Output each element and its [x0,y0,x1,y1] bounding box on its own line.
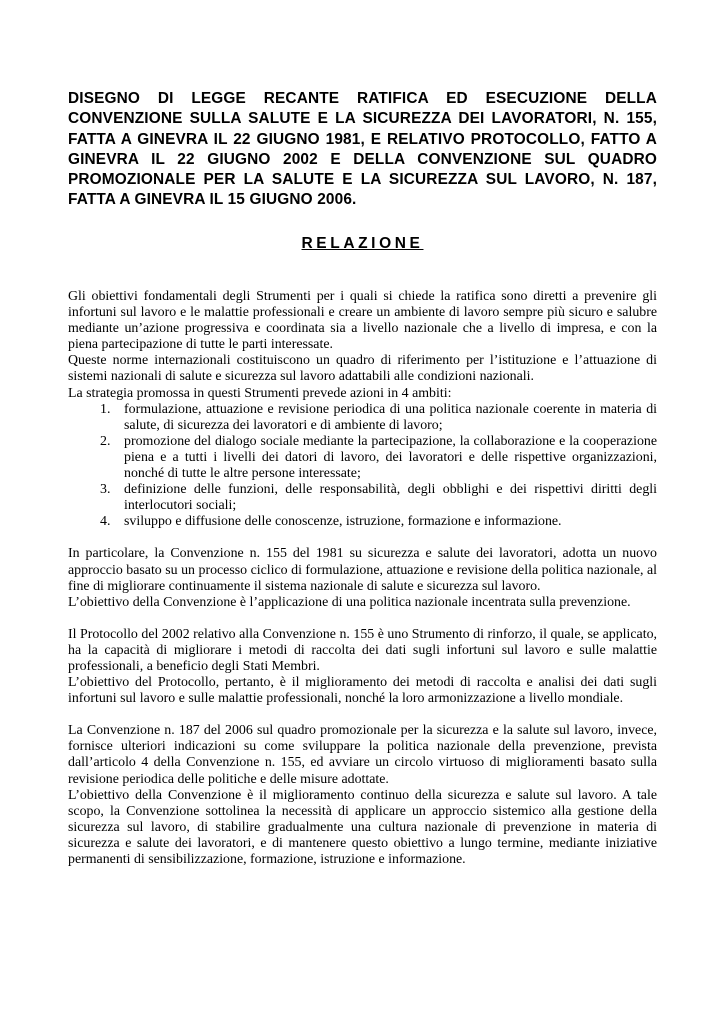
list-item [68,482,657,514]
list-item [68,434,657,482]
paragraph: L’obiettivo della Convenzione è il miglioramento continuo della sicurezza e salute sul lavoro. A tale scopo, la Convenzione sottolinea la necessità di applicare un approccio sistemico alla gestione della sicurezza sul lavoro, di stabilire gradualmente una cultura nazionale di prevenzione in materia di sicurezza e salute dei lavoratori, e di mantenere questo obiettivo a lungo termine, mediante iniziative permanenti di sensibilizzazione, formazione, istruzione e informazione. [68,787,657,867]
list-item-text: sviluppo e diffusione delle conoscenze, istruzione, formazione e informazione. [124,514,562,530]
list-number: 3. [100,482,111,498]
paragraph-spacer [68,611,657,627]
document-title: DISEGNO DI LEGGE RECANTE RATIFICA ED ESECUZIONE DELLA CONVENZIONE SULLA SALUTE E LA SICUREZZA DEI LAVORATORI, N. 155, FATTA A GINEVRA IL 22 GIUGNO 1981, E RELATIVO PROTOCOLLO, FATTO A GINEVRA IL 22 GIUGNO 2002 E DELLA CONVENZIONE SUL QUADRO PROMOZIONALE PER LA SALUTE E LA SICUREZZA SUL LAVORO, N. 187, FATTA A GINEVRA IL 15 GIUGNO 2006. [68,90,657,209]
list-item-text: formulazione, attuazione e revisione periodica di una politica nazionale coerente in materia di salute, di sicurezza dei lavoratori e di ambiente di lavoro; [124,401,657,433]
list-number: 1. [100,401,111,417]
paragraph: In particolare, la Convenzione n. 155 del 1981 su sicurezza e salute dei lavoratori, adotta un nuovo approccio basato su un processo ciclico di formulazione, attuazione e revisione della politica nazionale, al fine di migliorare continuamente il sistema nazionale di salute e sicurezza sul lavoro. [68,546,657,594]
paragraph: L’obiettivo della Convenzione è l’applicazione di una politica nazionale incentrata sulla prevenzione. [68,594,631,610]
list-item [68,402,657,434]
section-heading: RELAZIONE [301,235,424,252]
paragraph: Gli obiettivi fondamentali degli Strumenti per i quali si chiede la ratifica sono diretti a prevenire gli infortuni sul lavoro e le malattie professionali e creare un ambiente di lavoro sempre più sicuro e salubre mediante un’azione progressiva e coordinata sia a livello nazionale che a livello di impresa, e con la piena partecipazione di tutte le parti interessate. [68,289,657,353]
list-number: 4. [100,514,111,530]
action-areas-list [68,402,657,531]
list-item [68,514,657,530]
paragraph: La strategia promossa in questi Strumenti prevede azioni in 4 ambiti: [68,385,452,401]
paragraph: L’obiettivo del Protocollo, pertanto, è il miglioramento dei metodi di raccolta e analisi dei dati sugli infortuni sul lavoro e sulle malattie professionali, nonché la loro armonizzazione a livello mondiale. [68,675,657,707]
list-number: 2. [100,433,111,449]
list-item-text: definizione delle funzioni, delle responsabilità, degli obblighi e dei rispettivi diritti degli interlocutori sociali; [124,482,657,514]
paragraph-spacer [68,707,657,723]
document-body [68,289,657,868]
paragraph: Il Protocollo del 2002 relativo alla Convenzione n. 155 è uno Strumento di rinforzo, il quale, se applicato, ha la capacità di migliorare i metodi di raccolta dei dati sugli infortuni sul lavoro e sulle malattie professionali, a beneficio degli Stati Membri. [68,626,657,674]
paragraph: La Convenzione n. 187 del 2006 sul quadro promozionale per la sicurezza e la salute sul lavoro, invece, fornisce ulteriori indicazioni su come sviluppare la politica nazionale della prevenzione, prevista dall’articolo 4 della Convenzione n. 155, ed avviare un circolo virtuoso di miglioramenti basato sulla revisione periodica delle politiche e delle misure adottate. [68,723,657,787]
paragraph-spacer [68,530,657,546]
list-item-text: promozione del dialogo sociale mediante la partecipazione, la collaborazione e la cooperazione piena e a tutti i livelli dei datori di lavoro, dei lavoratori e delle rispettive organizzazioni, nonché di tutte le altre persone interessate; [124,433,657,482]
paragraph: Queste norme internazionali costituiscono un quadro di riferimento per l’istituzione e l’attuazione di sistemi nazionali di salute e sicurezza sul lavoro adattabili alle condizioni nazionali. [68,353,657,385]
